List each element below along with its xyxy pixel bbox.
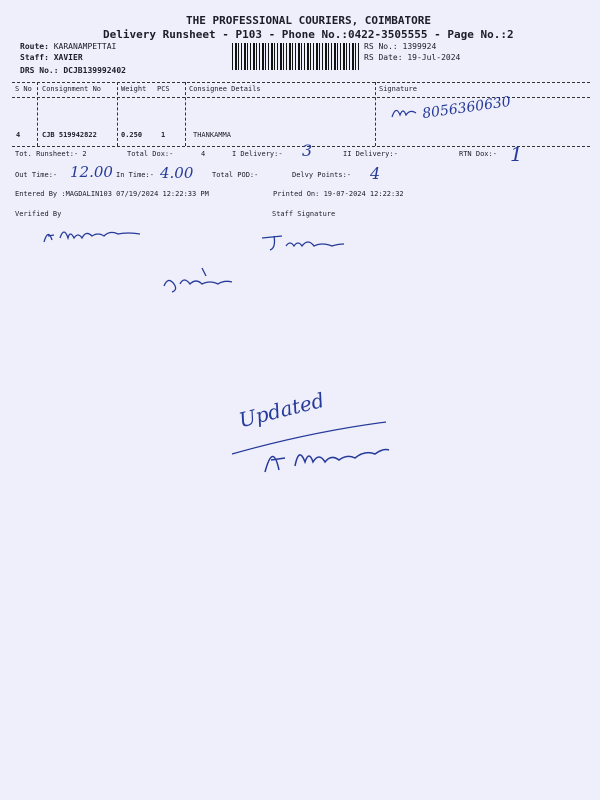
- verifier-signature-icon: [40, 222, 150, 254]
- col-sep: [185, 82, 186, 146]
- col-sep: [117, 82, 118, 146]
- entered-by: Entered By :MAGDALIN103 07/19/2024 12:22:33 PM: [15, 190, 209, 198]
- delvy-points-label: Delvy Points:-: [292, 171, 352, 179]
- cell-weight: 0.250: [121, 131, 143, 139]
- cell-consignment: CJB 519942822: [42, 131, 97, 139]
- table-top-rule: [12, 82, 590, 83]
- in-time-label: In Time:-: [116, 171, 154, 179]
- updated-signature-icon: [255, 432, 395, 486]
- route-line: [20, 42, 116, 51]
- route-label: Route:: [20, 42, 49, 51]
- col-header-consignee: Consignee Details: [189, 85, 261, 93]
- total-dox-value: 4: [201, 150, 206, 158]
- table-bottom-rule: [12, 146, 590, 147]
- total-dox-label: Total Dox:-: [127, 150, 174, 158]
- col-sep: [37, 82, 38, 146]
- rtn-dox-label: RTN Dox:-: [459, 150, 497, 158]
- staff-signature-label: Staff Signature: [272, 210, 336, 218]
- col-header-sno: S No: [15, 85, 32, 93]
- staff-line: [20, 53, 83, 62]
- rs-no-label: RS No.:: [364, 42, 398, 51]
- delvy-points-handwritten: 4: [370, 164, 381, 183]
- ii-delivery-label: II Delivery:-: [343, 150, 398, 158]
- cell-sno: 4: [16, 131, 21, 139]
- signature-phone-handwritten: 8056360630: [421, 93, 512, 123]
- staff-label: Staff:: [20, 53, 49, 62]
- i-delivery-handwritten: 3: [302, 141, 313, 160]
- tot-runsheet: Tot. Runsheet:- 2: [15, 150, 87, 158]
- rs-no-value: 1399924: [402, 42, 437, 51]
- rs-date-label: RS Date:: [364, 53, 403, 62]
- rs-date-value: 19-Jul-2024: [407, 53, 461, 62]
- rs-date-line: [364, 53, 460, 62]
- runsheet-title: Delivery Runsheet - P103 - Phone No.:0422-3505555 - Page No.:2: [103, 28, 514, 41]
- drs-line: [20, 66, 126, 75]
- out-time-label: Out Time:-: [15, 171, 58, 179]
- in-time-handwritten: 4.00: [160, 164, 194, 182]
- drs-value: DCJB139992402: [63, 66, 126, 75]
- company-title: THE PROFESSIONAL COURIERS, COIMBATORE: [186, 14, 432, 27]
- out-time-handwritten: 12.00: [70, 163, 113, 181]
- route-value: KARANAMPETTAI: [53, 42, 117, 51]
- barcode: [232, 43, 360, 70]
- drs-label: DRS No.:: [20, 66, 59, 75]
- col-header-weight: Weight: [121, 85, 147, 93]
- col-sep: [375, 82, 376, 146]
- updated-handwritten: Updated: [236, 387, 327, 433]
- staff-signature-icon: [260, 232, 350, 258]
- rtn-dox-handwritten: 1: [510, 142, 523, 166]
- col-header-consignment: Consignment No: [42, 85, 102, 93]
- cell-consignee: THANKAMMA: [193, 131, 231, 139]
- rs-no-line: [364, 42, 436, 51]
- verified-by-label: Verified By: [15, 210, 62, 218]
- staff-value: XAVIER: [53, 53, 83, 62]
- staff-signature-2-icon: [162, 266, 242, 300]
- total-pod-label: Total POD:-: [212, 171, 259, 179]
- col-header-pcs: PCS: [157, 85, 170, 93]
- cell-pcs: 1: [161, 131, 166, 139]
- signature-scribble-icon: [390, 103, 420, 127]
- printed-on: Printed On: 19-07-2024 12:22:32: [273, 190, 404, 198]
- col-header-signature: Signature: [379, 85, 417, 93]
- i-delivery-label: I Delivery:-: [232, 150, 283, 158]
